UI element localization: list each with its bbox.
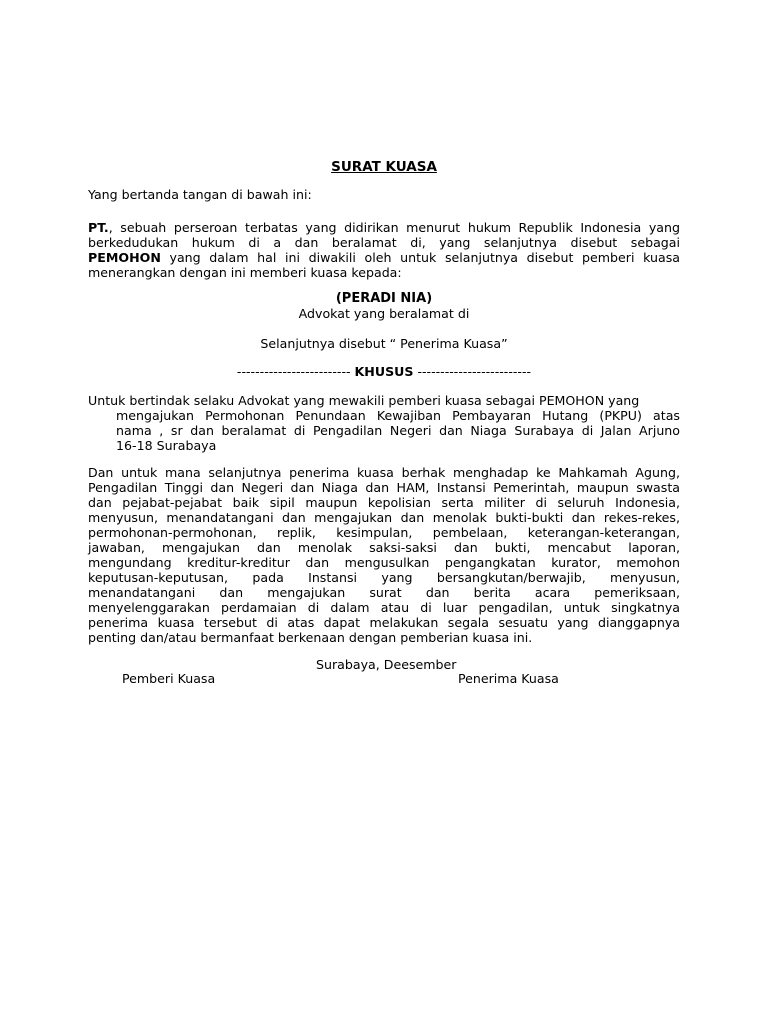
powers-line: keputusan-keputusan, pada Instansi yang bersangkutan/berwajib, menyusun, xyxy=(88,570,680,585)
purpose-line-4: 16-18 Surabaya xyxy=(116,438,217,453)
khusus-label: KHUSUS xyxy=(354,364,414,379)
recipient-designation: Selanjutnya disebut “ Penerima Kuasa” xyxy=(260,336,508,351)
khusus-heading: ------------------------- KHUSUS ------------------------- xyxy=(236,364,532,379)
company-prefix: PT. xyxy=(88,220,109,235)
powers-line: penting dan/atau bermanfaat berkenaan dengan pemberian kuasa ini. xyxy=(88,630,533,645)
powers-line: permohonan-permohonan, replik, kesimpulan, pembelaan, keterangan-keterangan, xyxy=(88,525,680,540)
powers-line: menyusun, menandatangani dan mengajukan dan menolak bukti-bukti dan rekes-rekes, xyxy=(88,510,680,525)
signatory-receiver: Penerima Kuasa xyxy=(458,671,559,686)
recipient-address: Advokat yang beralamat di xyxy=(298,306,470,321)
party-line-1: PT., sebuah perseroan terbatas yang didirikan menurut hukum Republik Indonesia yang xyxy=(88,220,680,235)
powers-line: jawaban, mengajukan dan menolak saksi-saksi dan bukti, mencabut laporan, xyxy=(88,540,680,555)
party-line-2: berkedudukan hukum di a dan beralamat di, yang selanjutnya disebut sebagai xyxy=(88,235,680,250)
purpose-line-1: Untuk bertindak selaku Advokat yang mewakili pemberi kuasa sebagai PEMOHON yang xyxy=(88,393,640,408)
place-date: Surabaya, Deesember xyxy=(316,657,457,672)
party-line-4: menerangkan dengan ini memberi kuasa kepada: xyxy=(88,265,402,280)
party-line-3: PEMOHON yang dalam hal ini diwakili oleh untuk selanjutnya disebut pemberi kuasa xyxy=(88,250,680,265)
powers-line: mengundang kreditur-kreditur dan mengusulkan pengangkatan kurator, memohon xyxy=(88,555,680,570)
powers-line: Pengadilan Tinggi dan Negeri dan Niaga dan HAM, Instansi Pemerintah, maupun swasta xyxy=(88,480,680,495)
recipient-name: (PERADI NIA) xyxy=(335,291,433,306)
letter-page xyxy=(88,0,680,1024)
opening-line: Yang bertanda tangan di bawah ini: xyxy=(88,187,312,202)
signatory-giver: Pemberi Kuasa xyxy=(122,671,216,686)
purpose-line-2: mengajukan Permohonan Penundaan Kewajiban Pembayaran Hutang (PKPU) atas xyxy=(116,408,680,423)
powers-line: menyelenggarakan perdamaian di dalam atau di luar pengadilan, untuk singkatnya xyxy=(88,600,680,615)
powers-line: penerima kuasa tersebut di atas dapat melakukan segala sesuatu yang dianggapnya xyxy=(88,615,680,630)
document-title: SURAT KUASA xyxy=(331,159,437,175)
purpose-line-3: nama , sr dan beralamat di Pengadilan Negeri dan Niaga Surabaya di Jalan Arjuno xyxy=(116,423,680,438)
powers-line: menandatangani dan mengajukan surat dan berita acara pemeriksaan, xyxy=(88,585,680,600)
pemohon-label: PEMOHON xyxy=(88,250,161,265)
powers-line: Dan untuk mana selanjutnya penerima kuasa berhak menghadap ke Mahkamah Agung, xyxy=(88,465,680,480)
powers-line: dan pejabat-pejabat baik sipil maupun kepolisian serta militer di seluruh Indonesia, xyxy=(88,495,680,510)
